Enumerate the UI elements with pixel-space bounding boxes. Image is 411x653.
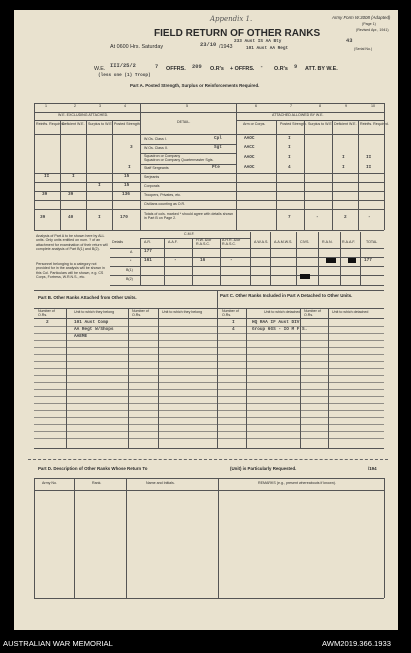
detail-header: DETAIL. xyxy=(177,120,191,124)
part-d-title-mid: (Unit) is Particularly Requested. xyxy=(230,466,297,471)
offrs-typed: 7 xyxy=(155,64,159,70)
serial-typed: 43 xyxy=(346,38,353,44)
serial-label: (Serial No.) xyxy=(354,47,373,51)
part-d-title: Part D. Description of Other Ranks Whose Return To xyxy=(38,466,148,471)
army-form-number: Army Form W.3008 (Adapted) xyxy=(332,15,391,20)
page-number: (Page 1) xyxy=(362,22,376,26)
date-typed: 23/10 xyxy=(200,42,217,48)
ors2-label: O.R's xyxy=(274,66,288,72)
att-by-we-label: ATT. BY W.E. xyxy=(305,66,338,72)
we-label: W.E. xyxy=(94,66,106,72)
footer-source: AUSTRALIAN WAR MEMORIAL xyxy=(3,639,113,648)
part-d-title-end: /194 xyxy=(368,466,377,471)
less-troop-note: (less one (1) Troop) xyxy=(98,73,151,78)
ors2-typed: 9 xyxy=(294,64,298,70)
footer-accession: AWM2019.366.1933 xyxy=(322,639,391,648)
offrs-label: OFFRS. xyxy=(166,66,186,72)
we-excluding-attached-header: W.E. EXCLUDING ATTACHED. xyxy=(58,113,109,117)
part-a-title: Part A. Posted Strength, Surplus or Reinforcements Required. xyxy=(130,83,260,88)
ors-label: O.R's xyxy=(210,66,224,72)
analysis-note-2: Personnel belonging to a category not provided for in the analysis will be shown in this Col. Particulars will be shown, e.g. CS Corps, Fortress, W.R.N.S., etc. xyxy=(36,262,105,279)
offrs2-typed: - xyxy=(260,64,264,70)
part-b-title: Part B. Other Ranks Attached from Other Units. xyxy=(38,295,137,300)
attached-allowed-header: ATTACHED ALLOWED BY W.E. xyxy=(272,113,324,117)
unit-typed-2: 101 Aust AA Regt xyxy=(246,46,289,51)
revised-date: (Revised Apr., 1941) xyxy=(356,28,389,32)
ors-typed: 209 xyxy=(192,64,202,70)
form-sheet: Appendix 1. Army Form W.3008 (Adapted) (Page 1) (Revised Apr., 1941) FIELD RETURN OF OTHER RANKS At 0600 Hrs. Saturday 23/10 /1943 233 Aust IS AA Bty 101 Aust AA Regt 43 (Serial No.) W.E. III/25/2 7 OFFRS. 209 O.R's + OFFRS. - O.R's 9 ATT. BY W.E. (less one (1) Troop) Part A. Posted Strength, Surplus or Reinforcements Required. 1 2 3 4 5 6 7 8 9 10 W.E. EXCLUDING ATTACHED. ATTACHED ALLOWED BY W.E. DETAIL. Reinfts. Required. Deficient W.E. Surplus to W.E. Posted Strength. Arm or Corps. Posted Strength. Surplus to W.E. Deficient W.E. Reinfts. Required. W.Os. Class I. Cpl AAOC I W.Os. Class II. Sgt 3 AACC I Squadron or Company Squadron or Company Quartermaster Sgts. AAOC I I II Staff Sergeants Pte I AAOC 4 I II Serjeants II I 15 Corporals I 15 Troopers, Privates, etc. 39 39 136 Civilians counting as O.R. Totals of cols. marked * should agree with details shown in Part B on Page 2. 39 40 I 170 7 - 2 - Analysis of Part A to be shown here by ALL units. Only units entitled on num. ? of an attachment for examination of their return will complete analysis of Part B(1) and B(2). Personnel belonging to a category not provided for in the analysis will be shown in this Col. Particulars will be shown, e.g. CS Corps, Fortress, W.R.N.S., etc. C.M.F. Details A.R. A.A.F. H.W. &/or R.A.S.C. A.H.R. &/or R.A.S.C. A.W.A.S. A.A.M.W.S. CIVS. R.A.N. R.A.A.F. TOTAL A 177 * 161 - 16 - 177 B(1) B(2) Part B. Other Ranks Attached from Other Units. Part C. Other Ranks Included in Part A Detached to Other Units. Number of O.Rs. Unit to which they belong Number of O.Rs. Unit to which they belong Number of O.Rs. Unit to which detached Number of O.Rs. Unit to which detached 2 101 Aust Comp AA Regt W/Shops AAEME I HQ RAA IF Aust DIV 4 Group 6GS - IO M F S. Part D. Description of Other Ranks Whose Return To (Unit) is Particularly Requested. /194 Army No. Rank. Name and Initials. REMARKS (e.g., present whereabouts if known). xyxy=(14,10,398,630)
at-line-label: At 0600 Hrs. Saturday xyxy=(110,44,164,50)
part-c-title: Part C. Other Ranks Included in Part A Detached to Other Units. xyxy=(220,293,353,298)
year-suffix: /1943 xyxy=(219,44,233,50)
plus-offrs-label: + OFFRS. xyxy=(230,66,255,72)
censored-mark xyxy=(300,274,310,279)
tear-off-line xyxy=(28,459,388,460)
we-typed: III/25/2 xyxy=(110,63,136,69)
footer-bar xyxy=(0,636,411,653)
analysis-note: Analysis of Part A to be shown here by ALL units. Only units entitled on num. ? of an attachment for examination of their return will complete analysis of Part B(1) and B(2). xyxy=(36,234,108,251)
censored-mark xyxy=(348,258,356,263)
unit-typed-1: 233 Aust IS AA Bty xyxy=(234,39,282,44)
cmf-label: C.M.F. xyxy=(184,232,195,236)
censored-mark xyxy=(326,258,336,263)
appendix-note: Appendix 1. xyxy=(210,15,253,23)
form-title: FIELD RETURN OF OTHER RANKS xyxy=(154,28,321,39)
